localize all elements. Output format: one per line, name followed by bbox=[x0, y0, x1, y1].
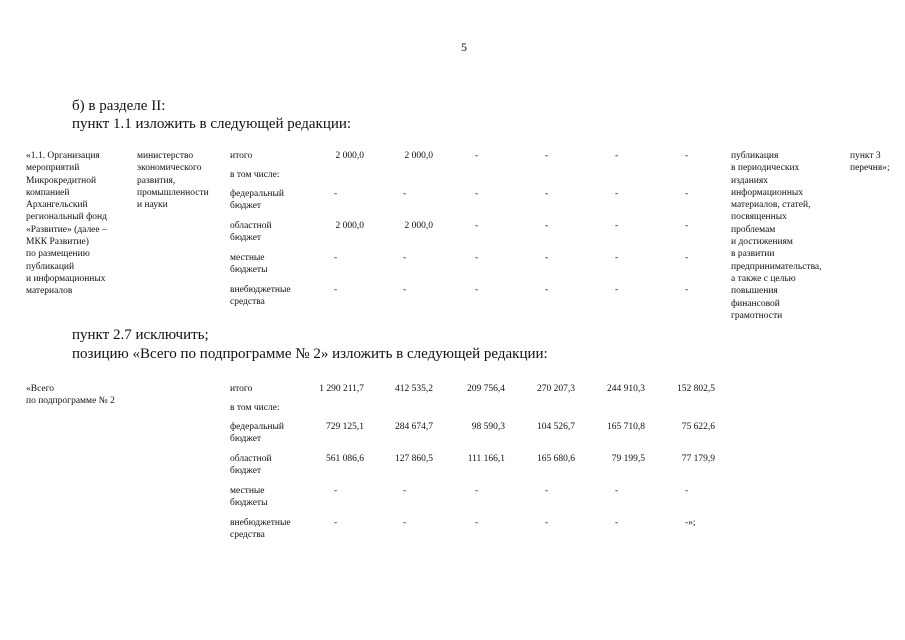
value-cell: - bbox=[403, 486, 407, 496]
value-cell: - bbox=[685, 285, 689, 295]
intro-line-2: пункт 1.1 изложить в следующей редакции: bbox=[72, 116, 352, 132]
value-cell: - bbox=[475, 285, 479, 295]
value-cell: - bbox=[475, 253, 479, 263]
value-cell: 2 000,0 bbox=[404, 151, 433, 161]
source-label: в том числе: bbox=[230, 403, 280, 413]
source-label: в том числе: bbox=[230, 170, 280, 180]
executor-cell: министерство экономического развития, промышленности и науки bbox=[137, 151, 209, 211]
value-cell: - bbox=[615, 253, 619, 263]
value-cell: 412 535,2 bbox=[395, 384, 433, 394]
value-cell: - bbox=[545, 189, 549, 199]
value-cell: 75 622,6 bbox=[681, 422, 715, 432]
value-cell: 98 590,3 bbox=[471, 422, 505, 432]
measure-cell: «1.1. Организация мероприятий Микрокредитной компанией Архангельский региональный фонд «Развитие» (далее – МКК Развитие) по размещению публикаций и информационных материалов bbox=[26, 151, 107, 297]
value-cell: 79 199,5 bbox=[611, 454, 645, 464]
value-cell: 165 710,8 bbox=[607, 422, 645, 432]
value-cell: - bbox=[545, 486, 549, 496]
value-cell: - bbox=[475, 189, 479, 199]
value-cell: - bbox=[545, 151, 549, 161]
value-cell: - bbox=[685, 151, 689, 161]
intro-line-1: б) в разделе II: bbox=[72, 98, 166, 114]
value-cell: 152 802,5 bbox=[677, 384, 715, 394]
value-cell: 561 086,6 bbox=[326, 454, 364, 464]
value-cell: - bbox=[334, 486, 338, 496]
value-cell: - bbox=[475, 151, 479, 161]
value-cell: - bbox=[475, 486, 479, 496]
value-cell: 270 207,3 bbox=[537, 384, 575, 394]
value-cell: 1 290 211,7 bbox=[319, 384, 364, 394]
source-label: местные бюджеты bbox=[230, 486, 268, 509]
middle-line-2: позицию «Всего по подпрограмме № 2» изложить в следующей редакции: bbox=[72, 346, 548, 362]
value-cell: - bbox=[475, 518, 479, 528]
value-cell: 284 674,7 bbox=[395, 422, 433, 432]
value-cell: 2 000,0 bbox=[335, 221, 364, 231]
value-cell: - bbox=[403, 285, 407, 295]
source-label: областной бюджет bbox=[230, 221, 272, 244]
value-cell: - bbox=[545, 518, 549, 528]
source-label: федеральный бюджет bbox=[230, 189, 284, 212]
value-cell: -»; bbox=[685, 518, 696, 528]
page-number: 5 bbox=[461, 40, 467, 54]
source-label: итого bbox=[230, 384, 253, 394]
value-cell: - bbox=[615, 221, 619, 231]
result-cell: публикация в периодических изданиях информационных материалов, статей, посвященных проблемам и достижениям в развитии предпринимательства, а также с целью повышения финансовой грамотности bbox=[731, 151, 822, 321]
total-label-cell: «Всего по подпрограмме № 2 bbox=[26, 384, 115, 407]
value-cell: - bbox=[615, 486, 619, 496]
value-cell: - bbox=[334, 518, 338, 528]
value-cell: - bbox=[403, 253, 407, 263]
middle-line-1: пункт 2.7 исключить; bbox=[72, 327, 209, 343]
value-cell: 104 526,7 bbox=[537, 422, 575, 432]
value-cell: 111 166,1 bbox=[467, 454, 505, 464]
value-cell: - bbox=[334, 285, 338, 295]
source-label: местные бюджеты bbox=[230, 253, 268, 276]
value-cell: - bbox=[615, 518, 619, 528]
value-cell: - bbox=[685, 221, 689, 231]
value-cell: 2 000,0 bbox=[404, 221, 433, 231]
value-cell: 729 125,1 bbox=[326, 422, 364, 432]
value-cell: 77 179,9 bbox=[681, 454, 715, 464]
value-cell: - bbox=[475, 221, 479, 231]
value-cell: - bbox=[685, 189, 689, 199]
value-cell: - bbox=[615, 189, 619, 199]
value-cell: 127 860,5 bbox=[395, 454, 433, 464]
value-cell: - bbox=[545, 253, 549, 263]
value-cell: 244 910,3 bbox=[607, 384, 645, 394]
value-cell: - bbox=[403, 189, 407, 199]
value-cell: - bbox=[685, 486, 689, 496]
value-cell: - bbox=[615, 151, 619, 161]
value-cell: - bbox=[545, 221, 549, 231]
value-cell: - bbox=[685, 253, 689, 263]
source-label: внебюджетные средства bbox=[230, 285, 291, 308]
reference-cell: пункт 3 перечня»; bbox=[850, 151, 890, 174]
value-cell: - bbox=[334, 189, 338, 199]
value-cell: - bbox=[334, 253, 338, 263]
value-cell: - bbox=[615, 285, 619, 295]
source-label: федеральный бюджет bbox=[230, 422, 284, 445]
value-cell: 209 756,4 bbox=[467, 384, 505, 394]
value-cell: 2 000,0 bbox=[335, 151, 364, 161]
source-label: внебюджетные средства bbox=[230, 518, 291, 541]
source-label: итого bbox=[230, 151, 253, 161]
source-label: областной бюджет bbox=[230, 454, 272, 477]
value-cell: 165 680,6 bbox=[537, 454, 575, 464]
value-cell: - bbox=[545, 285, 549, 295]
value-cell: - bbox=[403, 518, 407, 528]
